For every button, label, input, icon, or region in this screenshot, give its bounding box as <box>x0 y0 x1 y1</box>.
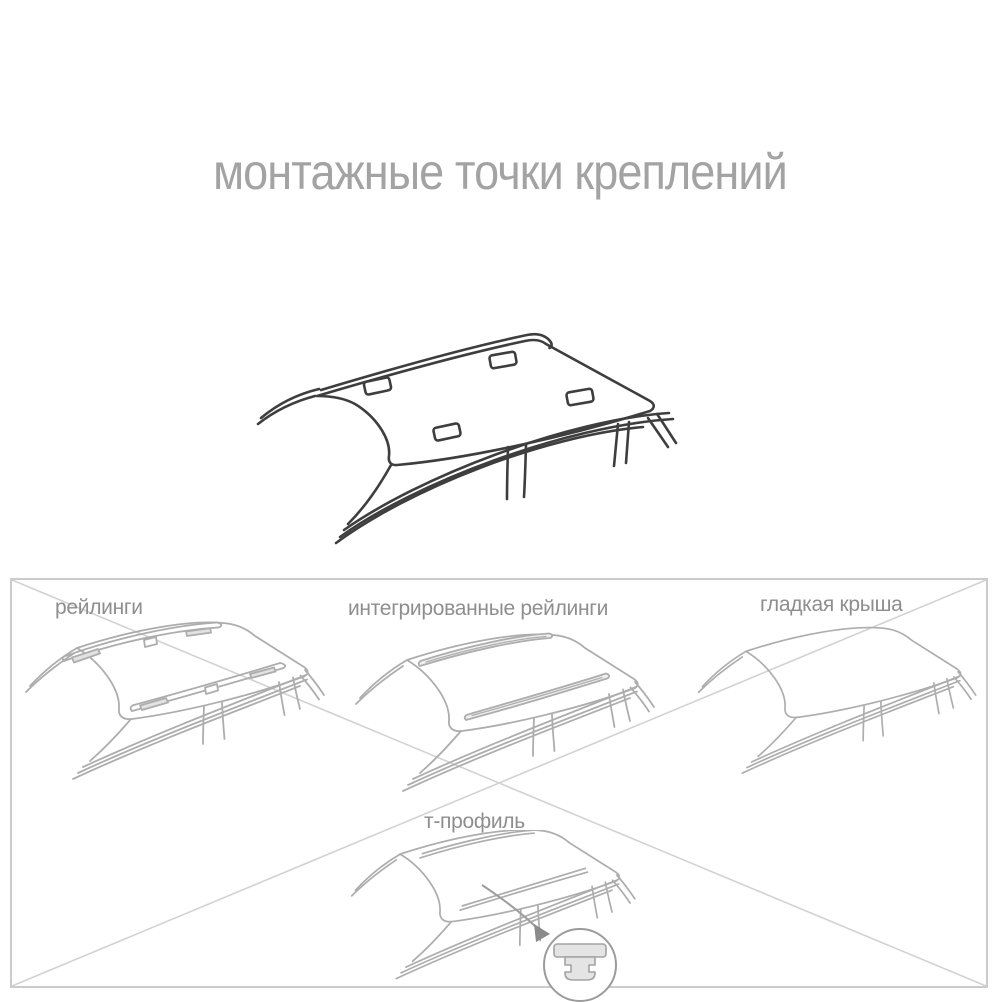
roof-types-panel <box>10 578 988 988</box>
mount-point-4 <box>566 388 594 405</box>
label-smooth-roof: гладкая крыша <box>760 593 903 616</box>
mount-point-2 <box>489 351 517 368</box>
label-integrated-rails: интегрированные рейлинги <box>348 597 609 620</box>
arrowhead-icon <box>534 924 550 942</box>
t-profile-cross-section-icon <box>544 929 616 1001</box>
smooth-roof-illustration <box>685 602 995 802</box>
label-t-profile: т-профиль <box>424 810 525 833</box>
car-roof-mount-points-illustration <box>243 326 703 566</box>
raised-rail-bars <box>63 623 285 712</box>
t-profile-illustration <box>332 830 692 1002</box>
page-title: монтажные точки креплений <box>213 144 787 200</box>
raised-rails-illustration <box>20 610 350 810</box>
main-roof-line-art <box>258 334 676 543</box>
integrated-rails-illustration <box>347 616 682 816</box>
label-raised-rails: рейлинги <box>55 596 143 619</box>
